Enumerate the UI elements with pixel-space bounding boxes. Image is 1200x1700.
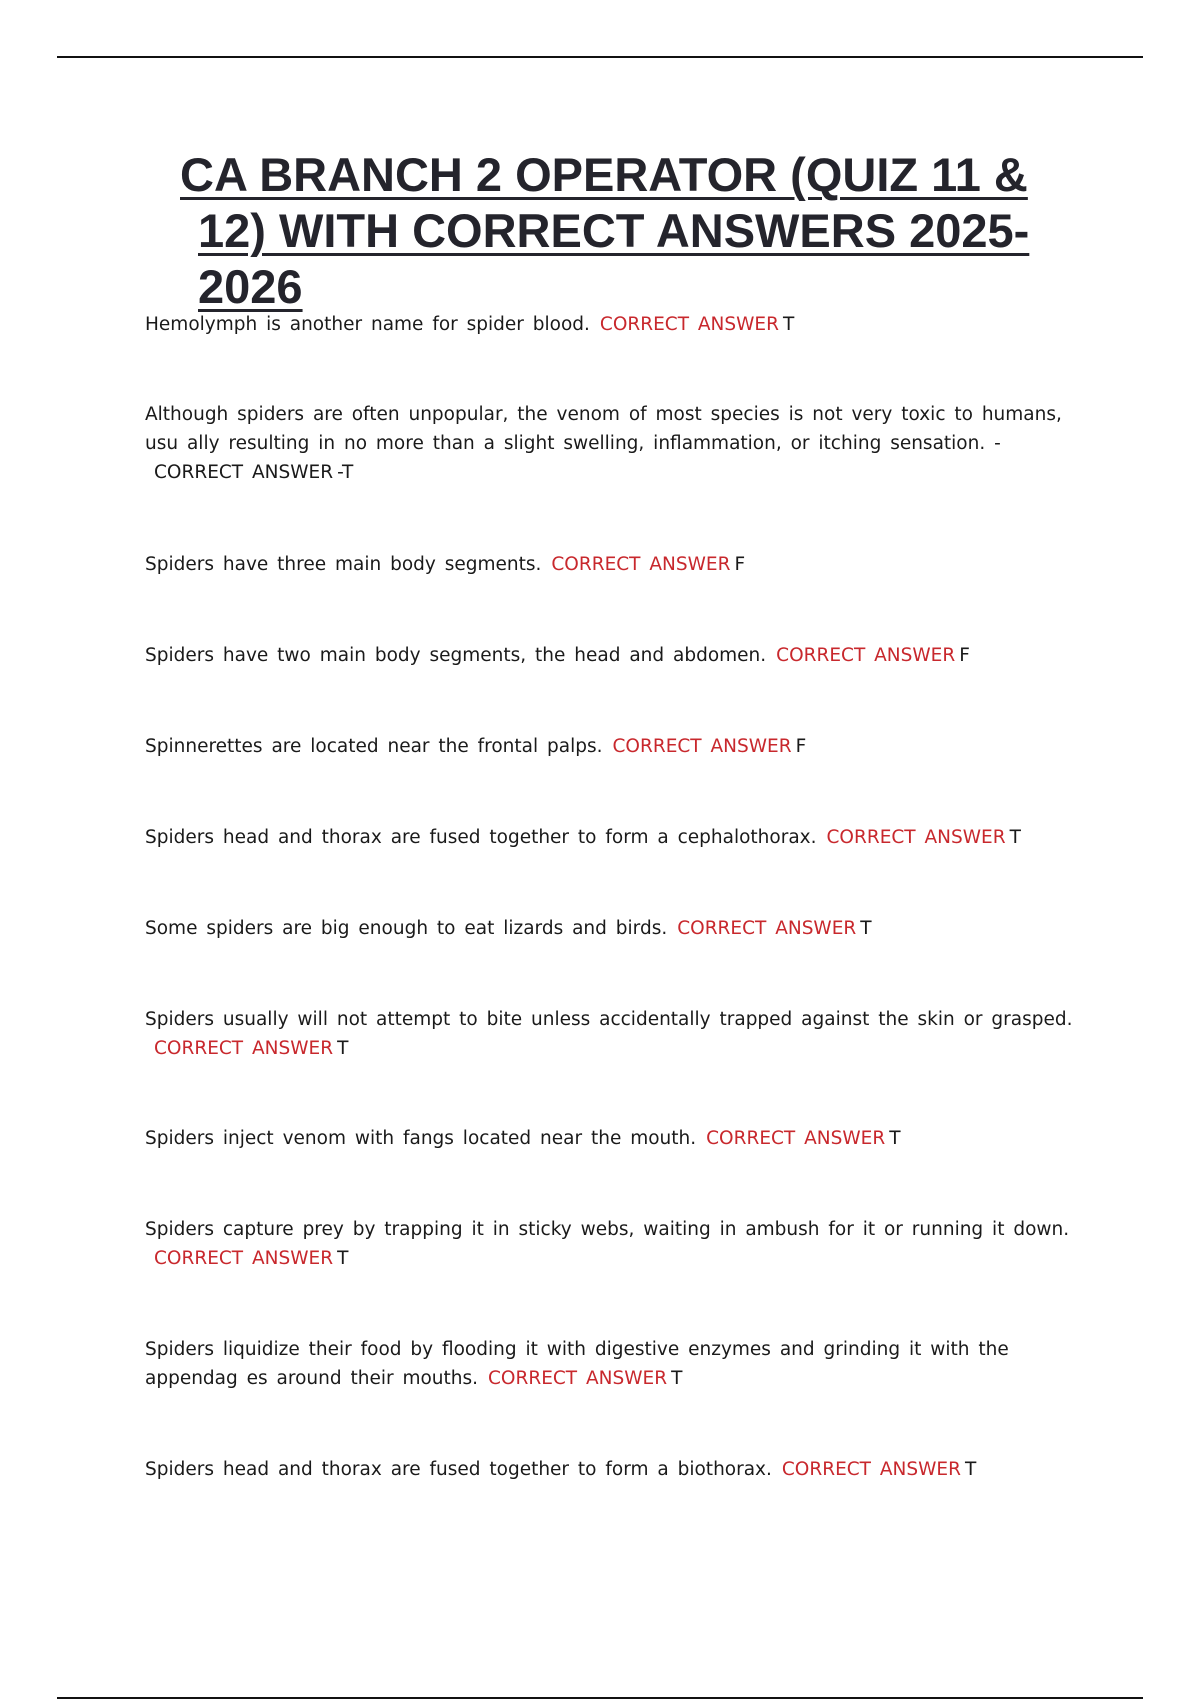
answer-value: T xyxy=(782,314,795,335)
question-item xyxy=(145,914,1085,943)
correct-answer-label: CORRECT ANSWER xyxy=(154,1248,334,1269)
question-item xyxy=(145,823,1085,852)
question-text: Spiders have three main body segments. xyxy=(145,554,542,575)
document-title xyxy=(180,147,1080,315)
correct-answer-label: CORRECT ANSWER xyxy=(154,462,334,483)
question-text: Spiders have two main body segments, the head and abdomen. xyxy=(145,645,767,666)
correct-answer-label: CORRECT ANSWER xyxy=(776,645,956,666)
answer-value: T xyxy=(337,1038,349,1059)
correct-answer-label: CORRECT ANSWER xyxy=(677,918,857,939)
question-text: Some spiders are big enough to eat lizards and birds. xyxy=(145,918,668,939)
correct-answer-line xyxy=(154,458,1085,487)
title-line-3: 2026 xyxy=(198,260,303,313)
correct-answer-label: CORRECT ANSWER xyxy=(488,1368,668,1389)
question-text: Spiders head and thorax are fused together to form a cephalothorax. xyxy=(145,827,817,848)
question-text: Spiders usually will not attempt to bite unless accidentally trapped against the skin or grasped. xyxy=(145,1009,1073,1030)
answer-value: T xyxy=(337,1248,349,1269)
question-text: Spiders liquidize their food by flooding it with digestive enzymes and grinding it with the appendag es around their mouths. xyxy=(145,1339,1009,1389)
title-line-1: CA BRANCH 2 OPERATOR (QUIZ 11 & xyxy=(180,148,1028,201)
correct-answer-line xyxy=(154,1034,1085,1063)
correct-answer-line xyxy=(154,1244,1085,1273)
answer-value: T xyxy=(671,1368,683,1389)
answer-value: F xyxy=(734,554,746,575)
question-item xyxy=(145,310,1085,339)
question-item xyxy=(145,1335,1085,1393)
correct-answer-label: CORRECT ANSWER xyxy=(612,736,792,757)
question-item xyxy=(145,1455,1085,1484)
answer-value: F xyxy=(795,736,807,757)
question-text: Spiders capture prey by trapping it in sticky webs, waiting in ambush for it or running it down. xyxy=(145,1219,1070,1240)
footer-rule xyxy=(57,1697,1143,1699)
title-line-2: 12) WITH CORRECT ANSWERS 2025- xyxy=(198,204,1030,257)
question-item xyxy=(145,1215,1085,1273)
question-item xyxy=(145,1124,1085,1153)
question-item xyxy=(145,550,1085,579)
answer-value: T xyxy=(1009,827,1021,848)
answer-value: -T xyxy=(337,462,354,483)
question-text: Spinnerettes are located near the frontal palps. xyxy=(145,736,603,757)
correct-answer-label: CORRECT ANSWER xyxy=(706,1128,886,1149)
question-text: Although spiders are often unpopular, the venom of most species is not very toxic to humans, usu ally resulting in no more than a slight swelling, inflammation, or itching sensation. - xyxy=(145,404,1062,454)
answer-value: T xyxy=(889,1128,901,1149)
correct-answer-label: CORRECT ANSWER xyxy=(551,554,731,575)
correct-answer-label: CORRECT ANSWER xyxy=(154,1038,334,1059)
answer-value: F xyxy=(959,645,970,666)
question-text: Spiders head and thorax are fused together to form a biothorax. xyxy=(145,1459,772,1480)
question-item xyxy=(145,732,1085,761)
question-text: Spiders inject venom with fangs located near the mouth. xyxy=(145,1128,697,1149)
answer-value: T xyxy=(964,1459,977,1480)
correct-answer-label: CORRECT ANSWER xyxy=(781,1459,961,1480)
question-item xyxy=(145,1005,1085,1063)
answer-value: T xyxy=(860,918,872,939)
question-text: Hemolymph is another name for spider blood. xyxy=(145,314,590,335)
header-rule xyxy=(57,56,1143,58)
correct-answer-label: CORRECT ANSWER xyxy=(599,314,779,335)
correct-answer-label: CORRECT ANSWER xyxy=(826,827,1006,848)
question-item xyxy=(145,641,1085,670)
question-item xyxy=(145,400,1085,487)
